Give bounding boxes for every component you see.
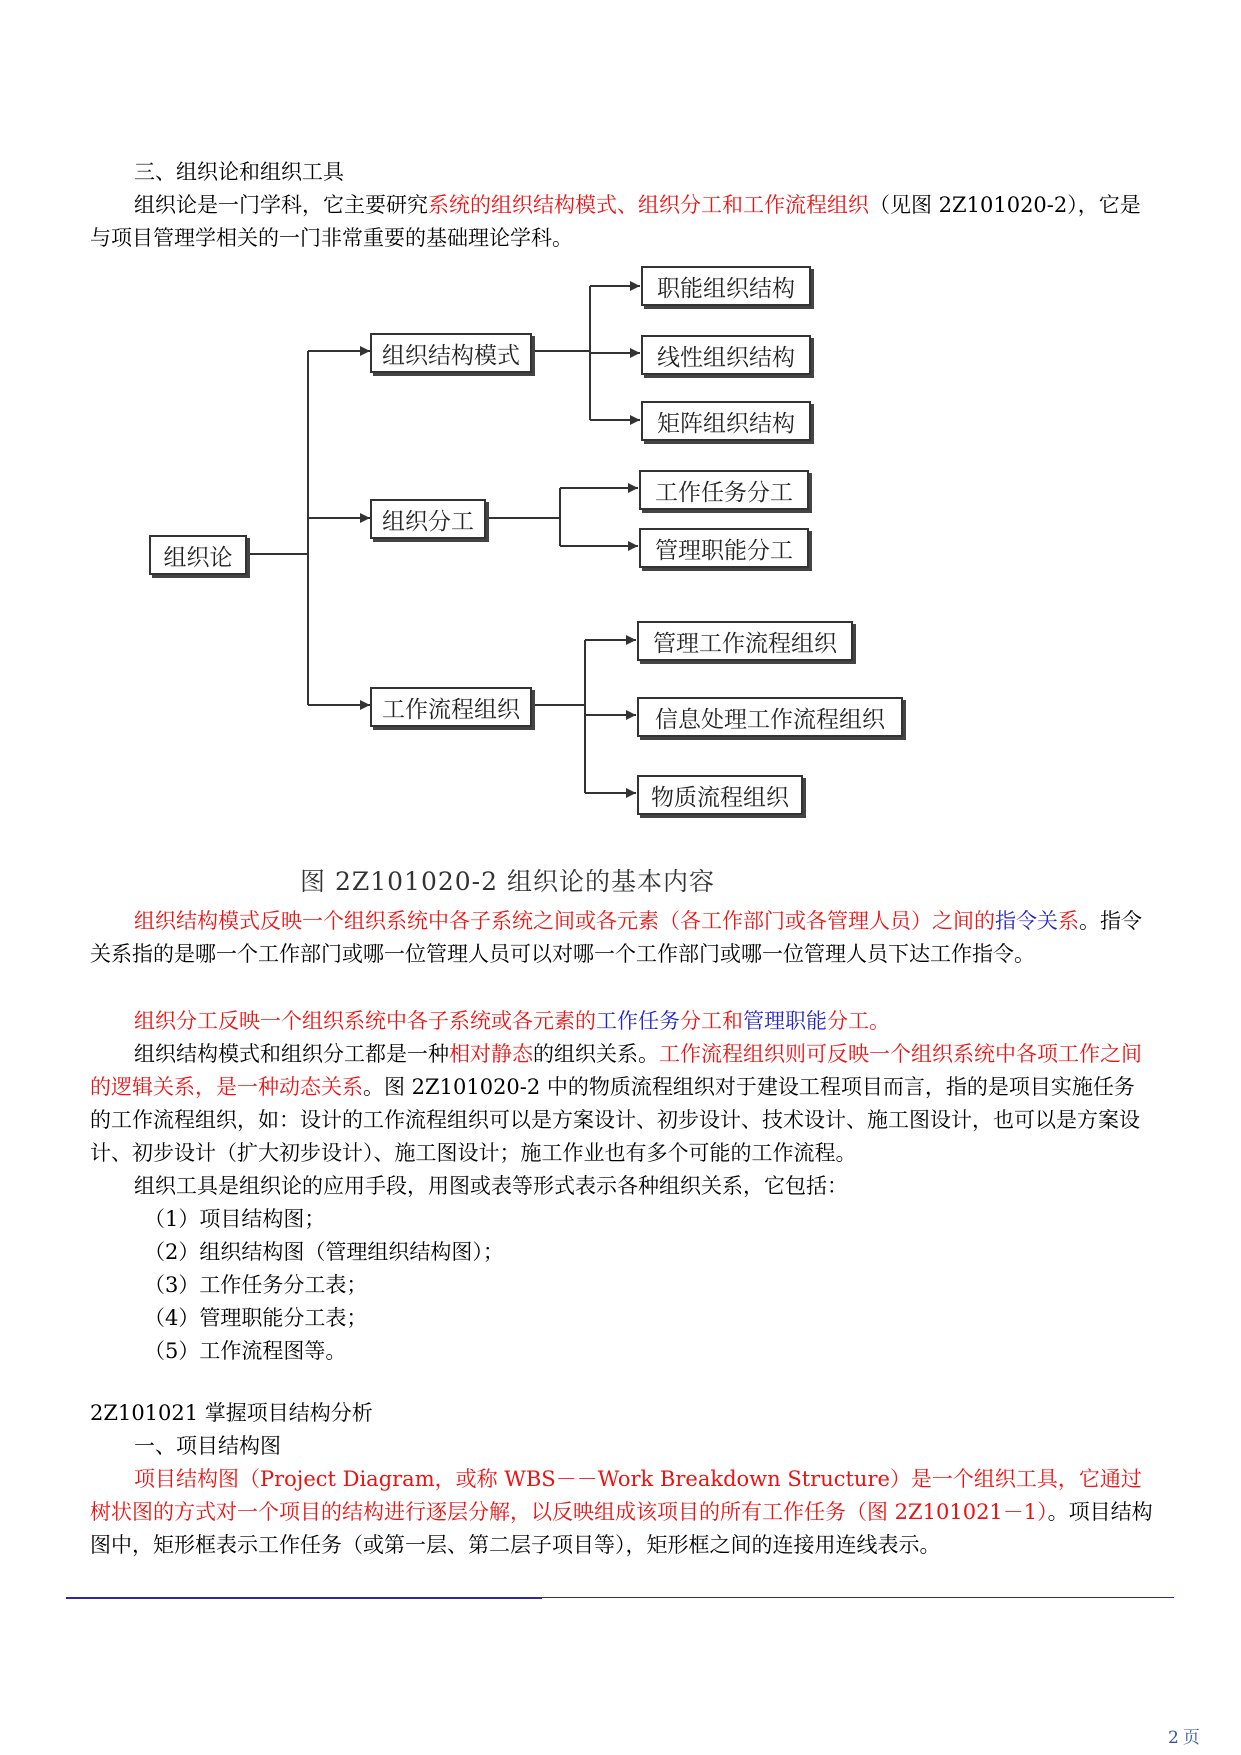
paragraph-tools: 组织工具是组织论的应用手段，用图或表等形式表示各种组织关系，它包括： bbox=[134, 1174, 848, 1198]
page-unit: 页 bbox=[1182, 1728, 1200, 1748]
subheading-project-structure: 一、项目结构图 bbox=[134, 1434, 281, 1458]
footer-rule-left bbox=[66, 1597, 542, 1599]
paragraph-structure-mode bbox=[90, 905, 1155, 971]
highlight-red: 相对静态 bbox=[449, 1042, 533, 1066]
text-run: 。图 2Z101020-2 中的物质流程组织对于建设工程项目而言，指的是项目实施任务的工作流程组织，如：设计的工作流程组织可以是方案设计、初步设计、技术设计、施工图设计，也可以是方案设计、初步设计（扩大初步设计）、施工图设计；施工作业也有多个可能的工作流程。 bbox=[90, 1075, 1140, 1165]
footer-rule-right bbox=[542, 1597, 1174, 1598]
node-workflow: 工作流程组织 bbox=[370, 687, 532, 727]
text-run: 组织结构模式和组织分工都是一种 bbox=[134, 1042, 449, 1066]
list-item: （5）工作流程图等。 bbox=[144, 1339, 347, 1363]
highlight-red: 分工和 bbox=[680, 1009, 743, 1033]
node-functional-structure: 职能组织结构 bbox=[641, 266, 811, 306]
page-number-value: 2 bbox=[1168, 1728, 1179, 1748]
highlight-red: 系 bbox=[1058, 909, 1079, 933]
node-material-workflow: 物质流程组织 bbox=[637, 775, 803, 815]
paragraph-division bbox=[90, 1005, 1155, 1038]
section-heading-2z101021: 2Z101021 掌握项目结构分析 bbox=[90, 1401, 373, 1425]
highlight-red: 项目结构图（Project Diagram，或称 WBS－－Work Breakdown Structure）是一个组织工具，它通过树状图的方式对一个项目的结构进行逐层分解，以反映组成该项目的所有工作任务（图 2Z101021－1） bbox=[90, 1467, 1142, 1524]
node-task-division: 工作任务分工 bbox=[639, 470, 809, 510]
list-item: （1）项目结构图； bbox=[144, 1207, 326, 1231]
text-run: 。指令关系指的是哪一个工作部门或哪一位管理人员可以对哪一个工作部门或哪一位管理人员下达工作指令。 bbox=[90, 909, 1142, 966]
highlight-blue: 指令关 bbox=[995, 909, 1058, 933]
node-structure-mode: 组织结构模式 bbox=[370, 333, 532, 373]
figure-caption: 图 2Z101020-2 组织论的基本内容 bbox=[300, 867, 715, 896]
list-item: （2）组织结构图（管理组织结构图）； bbox=[144, 1240, 504, 1264]
highlight-red: 工作流程组织则可反映一个组织系统中各项工作之间的逻辑关系，是一种动态关系 bbox=[90, 1042, 1142, 1099]
highlight-red: 系统的组织结构模式、组织分工和工作流程组织 bbox=[428, 193, 869, 217]
node-linear-structure: 线性组织结构 bbox=[641, 335, 811, 375]
node-function-division: 管理职能分工 bbox=[639, 528, 809, 568]
text-run: （见图 2Z101020-2），它是与项目管理学相关的一门非常重要的基础理论学科。 bbox=[90, 193, 1141, 250]
node-mgmt-workflow: 管理工作流程组织 bbox=[637, 621, 853, 661]
highlight-red: 分工。 bbox=[827, 1009, 890, 1033]
section-heading: 三、组织论和组织工具 bbox=[134, 160, 344, 184]
node-root: 组织论 bbox=[149, 535, 247, 575]
page-number bbox=[1168, 1723, 1200, 1748]
node-matrix-structure: 矩阵组织结构 bbox=[641, 401, 811, 441]
node-info-workflow: 信息处理工作流程组织 bbox=[637, 697, 903, 737]
highlight-blue: 工作任务 bbox=[596, 1009, 680, 1033]
highlight-red: 组织分工反映一个组织系统中各子系统或各元素的 bbox=[134, 1009, 596, 1033]
highlight-blue: 管理职能 bbox=[743, 1009, 827, 1033]
list-item: （3）工作任务分工表； bbox=[144, 1273, 368, 1297]
text-run: 。项目结构图中，矩形框表示工作任务（或第一层、第二层子项目等），矩形框之间的连接用连线表示。 bbox=[90, 1500, 1153, 1557]
node-division: 组织分工 bbox=[370, 499, 486, 539]
text-run: 的组织关系。 bbox=[533, 1042, 659, 1066]
list-item: （4）管理职能分工表； bbox=[144, 1306, 368, 1330]
paragraph-wbs bbox=[90, 1463, 1155, 1562]
text-run: 组织论是一门学科，它主要研究 bbox=[134, 193, 428, 217]
paragraph-static-dynamic bbox=[90, 1038, 1155, 1170]
highlight-red: 组织结构模式反映一个组织系统中各子系统之间或各元素（各工作部门或各管理人员）之间的 bbox=[134, 909, 995, 933]
